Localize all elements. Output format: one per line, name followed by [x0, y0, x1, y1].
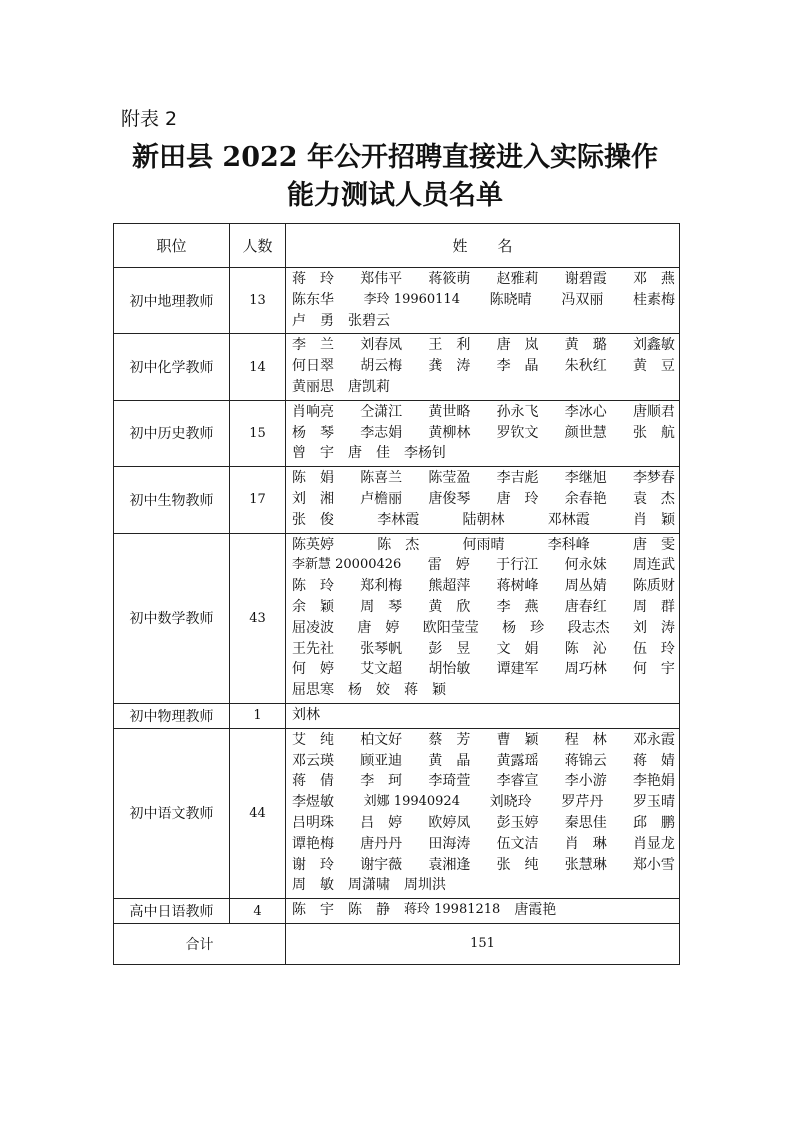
candidate-name: 刘晓玲	[489, 794, 532, 811]
count-cell: 1	[230, 703, 286, 728]
candidate-name: 刘林	[292, 706, 320, 723]
candidate-name: 周 敏	[292, 877, 334, 894]
candidate-name: 刘 涛	[632, 619, 675, 636]
candidate-name: 刘 湘	[292, 490, 334, 507]
candidate-name: 卢 勇	[292, 312, 334, 329]
candidate-name: 仝潇江	[360, 403, 403, 420]
candidate-name: 吕明珠	[292, 814, 334, 831]
candidate-name: 周连武	[633, 557, 675, 574]
candidate-name: 郑利梅	[360, 578, 403, 595]
candidate-name: 邓云瑛	[292, 752, 334, 769]
candidate-name: 田海涛	[428, 835, 471, 852]
candidate-name: 陈质财	[632, 578, 675, 595]
count-cell: 13	[230, 268, 286, 334]
names-line	[292, 535, 675, 556]
count-cell: 14	[230, 334, 286, 400]
candidate-name: 桂素梅	[633, 291, 675, 308]
candidate-name: 李梦春	[632, 470, 675, 487]
candidate-name: 李 兰	[292, 337, 334, 354]
candidate-name: 胡怡敏	[428, 661, 471, 678]
candidate-name: 余春艳	[564, 490, 607, 507]
names-line	[292, 576, 675, 597]
candidate-name: 李 珂	[360, 773, 403, 790]
candidate-name: 李志娟	[360, 424, 403, 441]
document-title-line-2: 能力测试人员名单	[287, 180, 503, 211]
candidate-name: 郑伟平	[360, 271, 403, 287]
candidate-name: 唐 雯	[633, 536, 675, 553]
position-cell: 初中数学教师	[114, 533, 230, 703]
candidate-name: 邱 鹏	[632, 814, 675, 831]
names-line	[292, 875, 675, 896]
candidate-name: 黄 欣	[428, 598, 471, 615]
candidate-name: 肖显龙	[632, 835, 675, 852]
candidate-name: 陈 沁	[564, 640, 607, 657]
table-row	[114, 467, 680, 533]
candidate-name: 肖 琳	[564, 835, 607, 852]
candidate-name: 冯双丽	[561, 291, 604, 308]
total-label: 合计	[114, 923, 286, 964]
candidate-name: 邓 燕	[632, 271, 675, 287]
candidate-name: 周 群	[632, 598, 675, 615]
candidate-name: 雷 婷	[427, 557, 470, 574]
candidate-name: 王先社	[292, 640, 334, 657]
candidate-name: 李 燕	[496, 598, 539, 615]
candidate-name: 蒋 婧	[632, 752, 675, 769]
table-header-row	[114, 224, 680, 268]
names-line	[292, 659, 675, 680]
names-line	[292, 356, 675, 377]
candidate-name: 何 宇	[632, 661, 675, 678]
names-line	[292, 402, 675, 423]
names-cell	[286, 703, 680, 728]
candidate-name: 陈莹盈	[428, 470, 471, 487]
candidate-name: 黄露瑶	[496, 752, 539, 769]
candidate-name: 熊超萍	[428, 578, 471, 595]
candidate-name: 陈 宇	[292, 902, 334, 919]
candidate-name: 谭建军	[496, 661, 539, 678]
total-value: 151	[286, 923, 680, 964]
candidate-name: 周巧林	[564, 661, 607, 678]
candidate-name: 陈 娟	[292, 470, 334, 487]
candidate-name: 周潇啸	[348, 877, 390, 894]
names-line	[292, 834, 675, 855]
position-cell: 初中物理教师	[114, 703, 230, 728]
candidate-name: 蒋锦云	[564, 752, 607, 769]
candidate-name: 李玲 19960114	[363, 291, 460, 307]
candidate-name: 唐 婷	[357, 619, 400, 636]
table-row	[114, 533, 680, 703]
header-names: 姓 名	[286, 224, 680, 268]
names-line	[292, 730, 675, 751]
candidate-name: 袁湘逢	[428, 856, 471, 873]
candidate-name: 周圳洪	[404, 877, 446, 894]
names-line	[292, 510, 675, 531]
names-cell	[286, 728, 680, 898]
position-cell: 初中语文教师	[114, 728, 230, 898]
candidate-name: 屈思寒	[292, 682, 334, 699]
candidate-name: 彭玉婷	[496, 814, 539, 831]
candidate-name: 程 林	[564, 731, 607, 748]
candidate-name: 蒋 颖	[404, 682, 446, 699]
candidate-name: 刘春凤	[360, 337, 403, 354]
candidate-name: 艾 纯	[292, 731, 334, 748]
candidate-name: 唐凯莉	[348, 378, 390, 395]
candidate-name: 唐霞艳	[514, 902, 557, 919]
candidate-name: 何 婷	[292, 661, 334, 678]
candidate-name: 朱秋红	[564, 358, 607, 375]
candidate-name: 李小游	[564, 773, 607, 790]
candidate-name: 李睿宣	[496, 773, 539, 790]
names-cell	[286, 334, 680, 400]
names-line	[292, 771, 675, 792]
position-cell: 初中化学教师	[114, 334, 230, 400]
candidate-name: 蒋树峰	[496, 578, 539, 595]
count-cell: 17	[230, 467, 286, 533]
candidate-name: 邓永霞	[632, 731, 675, 748]
names-line	[292, 443, 675, 464]
candidate-name: 伍文洁	[496, 835, 539, 852]
candidate-name: 李琦萱	[428, 773, 471, 790]
names-cell	[286, 400, 680, 466]
candidate-table	[113, 223, 680, 965]
names-line	[292, 639, 675, 660]
names-line	[292, 792, 675, 813]
candidate-name: 黄 晶	[428, 752, 471, 769]
position-cell: 初中生物教师	[114, 467, 230, 533]
candidate-name: 欧阳莹莹	[422, 619, 479, 636]
candidate-name: 陈晓晴	[489, 291, 532, 308]
names-line	[292, 489, 675, 510]
document-title-line-1: 新田县 2022 年公开招聘直接进入实际操作	[132, 142, 658, 173]
candidate-name: 张琴帆	[360, 640, 403, 657]
candidate-name: 李吉彪	[496, 470, 539, 487]
candidate-name: 吕 婷	[360, 814, 403, 831]
header-count: 人数	[230, 224, 286, 268]
candidate-name: 黄丽思	[292, 378, 334, 395]
names-line	[292, 423, 675, 444]
names-cell	[286, 533, 680, 703]
candidate-name: 李杨钊	[404, 445, 446, 462]
candidate-name: 周丛婧	[564, 578, 607, 595]
names-line	[292, 269, 675, 290]
candidate-name: 陆朝林	[462, 511, 505, 528]
candidate-name: 黄 豆	[632, 358, 675, 375]
candidate-name: 赵雅莉	[496, 271, 539, 287]
candidate-name: 蒋 倩	[292, 773, 334, 790]
candidate-name: 李新慧 20000426	[292, 557, 402, 573]
names-line	[292, 855, 675, 876]
candidate-name: 张 纯	[496, 856, 539, 873]
candidate-name: 唐 岚	[496, 337, 539, 354]
candidate-name: 孙永飞	[496, 403, 539, 420]
names-line	[292, 311, 675, 332]
candidate-name: 王 利	[428, 337, 471, 354]
candidate-name: 蔡 芳	[428, 731, 471, 748]
table-row	[114, 334, 680, 400]
candidate-name: 陈 杰	[377, 536, 420, 553]
names-cell	[286, 268, 680, 334]
candidate-name: 李林霞	[377, 511, 420, 528]
header-position: 职位	[114, 224, 230, 268]
candidate-name: 伍 玲	[632, 640, 675, 657]
candidate-name: 卢檐丽	[360, 490, 403, 507]
candidate-name: 陈 玲	[292, 578, 334, 595]
candidate-name: 彭 昱	[428, 640, 471, 657]
candidate-name: 文 娟	[496, 640, 539, 657]
candidate-name: 陈喜兰	[360, 470, 403, 487]
candidate-name: 罗钦文	[496, 424, 539, 441]
candidate-name: 肖 颖	[633, 511, 675, 528]
position-cell: 初中地理教师	[114, 268, 230, 334]
candidate-name: 唐俊琴	[428, 490, 471, 507]
candidate-name: 屈凌波	[292, 619, 334, 636]
candidate-name: 张 俊	[292, 511, 334, 528]
candidate-name: 余 颖	[292, 598, 334, 615]
candidate-name: 陈东华	[292, 291, 334, 308]
names-line	[292, 290, 675, 311]
candidate-name: 李艳娟	[632, 773, 675, 790]
candidate-name: 郑小雪	[632, 856, 675, 873]
names-line	[292, 618, 675, 639]
names-line	[292, 705, 675, 726]
candidate-name: 唐 玲	[496, 490, 539, 507]
candidate-name: 李 晶	[496, 358, 539, 375]
table-row	[114, 899, 680, 924]
candidate-name: 唐顺君	[632, 403, 675, 420]
names-line	[292, 751, 675, 772]
candidate-name: 唐丹丹	[360, 835, 403, 852]
candidate-name: 秦思佳	[564, 814, 607, 831]
candidate-name: 李科峰	[547, 536, 590, 553]
names-line	[292, 900, 675, 921]
table-row	[114, 703, 680, 728]
candidate-name: 李冰心	[564, 403, 607, 420]
names-cell	[286, 467, 680, 533]
candidate-name: 蒋玲 19981218	[404, 902, 501, 918]
names-cell	[286, 899, 680, 924]
candidate-name: 李继旭	[564, 470, 607, 487]
candidate-name: 段志杰	[567, 619, 610, 636]
candidate-name: 杨 琴	[292, 424, 334, 441]
candidate-name: 刘鑫敏	[632, 337, 675, 354]
names-line	[292, 335, 675, 356]
candidate-name: 张慧琳	[564, 856, 607, 873]
candidate-name: 唐春红	[564, 598, 607, 615]
candidate-name: 罗玉晴	[633, 794, 675, 811]
table-row	[114, 268, 680, 334]
candidate-name: 曾 宇	[292, 445, 334, 462]
count-cell: 44	[230, 728, 286, 898]
count-cell: 43	[230, 533, 286, 703]
count-cell: 15	[230, 400, 286, 466]
candidate-name: 黄柳林	[428, 424, 471, 441]
candidate-name: 谢宇薇	[360, 856, 403, 873]
candidate-name: 陈英婷	[292, 536, 334, 553]
candidate-name: 谢 玲	[292, 856, 334, 873]
position-cell: 初中历史教师	[114, 400, 230, 466]
candidate-name: 陈 静	[348, 902, 390, 919]
candidate-name: 颜世慧	[564, 424, 607, 441]
candidate-name: 谭艳梅	[292, 835, 334, 852]
candidate-name: 黄世略	[428, 403, 471, 420]
table-row	[114, 728, 680, 898]
candidate-name: 张 航	[632, 424, 675, 441]
candidate-name: 何永妹	[564, 557, 607, 574]
candidate-name: 杨 珍	[502, 619, 545, 636]
candidate-name: 艾文超	[360, 661, 403, 678]
appendix-label: 附表 2	[121, 108, 178, 130]
total-row	[114, 923, 680, 964]
candidate-name: 欧婷凤	[428, 814, 471, 831]
candidate-name: 邓林霞	[547, 511, 590, 528]
candidate-name: 胡云梅	[360, 358, 403, 375]
candidate-name: 罗芹丹	[561, 794, 604, 811]
candidate-name: 何雨晴	[462, 536, 505, 553]
count-cell: 4	[230, 899, 286, 924]
candidate-name: 张碧云	[348, 312, 390, 329]
candidate-name: 于行江	[496, 557, 539, 574]
candidate-name: 蒋 玲	[292, 271, 334, 287]
candidate-name: 何日翠	[292, 358, 334, 375]
candidate-name: 曹 颖	[496, 731, 539, 748]
names-line	[292, 813, 675, 834]
candidate-name: 周 琴	[360, 598, 403, 615]
candidate-name: 刘娜 19940924	[363, 794, 460, 810]
names-line	[292, 680, 675, 701]
candidate-name: 肖响亮	[292, 403, 334, 420]
table-row	[114, 400, 680, 466]
candidate-name: 黄 璐	[564, 337, 607, 354]
candidate-name: 杨 姣	[348, 682, 390, 699]
names-line	[292, 377, 675, 398]
candidate-name: 李煜敏	[292, 794, 334, 811]
candidate-name: 柏文好	[360, 731, 403, 748]
candidate-name: 谢碧霞	[564, 271, 607, 287]
position-cell: 高中日语教师	[114, 899, 230, 924]
candidate-name: 唐 佳	[348, 445, 390, 462]
candidate-name: 龚 涛	[428, 358, 471, 375]
names-line	[292, 468, 675, 489]
names-line	[292, 555, 675, 576]
candidate-name: 蒋筱萌	[428, 271, 471, 287]
candidate-name: 顾亚迪	[360, 752, 403, 769]
names-line	[292, 597, 675, 618]
candidate-name: 袁 杰	[632, 490, 675, 507]
